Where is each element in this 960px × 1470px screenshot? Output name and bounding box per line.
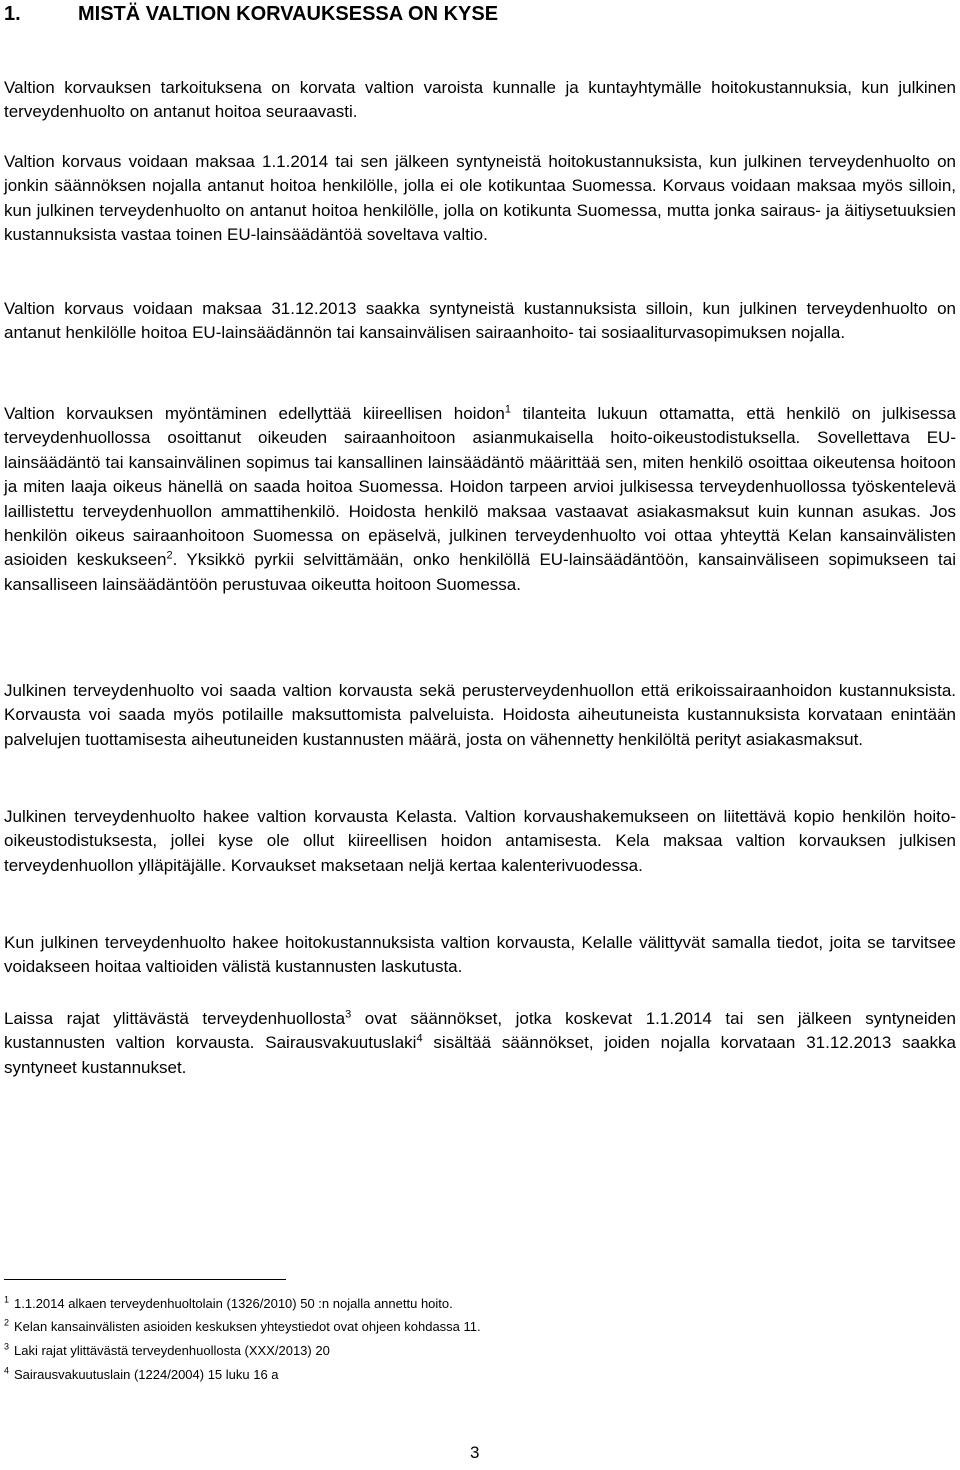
paragraph-compensation-scope: Julkinen terveydenhuolto voi saada valtion korvausta sekä perusterveydenhuollon että erikoissairaanhoidon kustannuksista. Korvausta voi saada myös potilaille maksuttomista palveluista. Hoidosta aiheutuneista kustannuksista korvataan enintään palvelujen tuottamisesta aiheutuneiden kustannusten määrä, josta on vähennetty henkilöltä perityt asiakasmaksut. (4, 681, 956, 749)
paragraph-purpose: Valtion korvauksen tarkoituksena on korvata valtion varoista kunnalle ja kuntayhtymälle hoitokustannuksia, kun julkinen terveydenhuolto on antanut hoitoa seuraavasti. (4, 78, 956, 122)
footnote-text: Laki rajat ylittävästä terveydenhuollosta (XXX/2013) 20 (14, 1343, 330, 1358)
legislation-text-2: ovat säännökset, jotka koskevat 1.1.2014 tai sen jälkeen syntyneiden kustannusten valtion korvausta. Sairausvakuutuslaki (4, 1009, 956, 1053)
page-number: 3 (470, 1443, 480, 1462)
conditions-text-1: Valtion korvauksen myöntäminen edellyttää kiireellisen hoidon (4, 404, 505, 423)
footnote-3 (4, 1342, 330, 1360)
footnote-text: Sairausvakuutuslain (1224/2004) 15 luku 16 a (14, 1367, 279, 1382)
footnote-2 (4, 1318, 481, 1336)
footnote-4 (4, 1366, 279, 1384)
paragraph-eligibility-from-2014: Valtion korvaus voidaan maksaa 1.1.2014 tai sen jälkeen syntyneistä hoitokustannuksista, kun julkinen terveydenhuolto on jonkin säännöksen nojalla antanut hoitoa henkilölle, jolla ei ole kotikuntaa Suomessa. Korvaus voidaan maksaa myös silloin, kun julkinen terveydenhuolto on antanut hoitoa henkilölle, jolla on kotikunta Suomessa, mutta jonka sairaus- ja äitiysetuuksien kustannuksista vastaa toinen EU-lainsäädäntöä soveltava valtio. (4, 152, 956, 245)
footnote-text: Kelan kansainvälisten asioiden keskuksen yhteystiedot ovat ohjeen kohdassa 11. (14, 1319, 481, 1334)
section-heading (4, 0, 498, 28)
paragraph-information-transfer: Kun julkinen terveydenhuolto hakee hoitokustannuksista valtion korvausta, Kelalle välittyvät samalla tiedot, joita se tarvitsee voidakseen hoitaa valtioiden välistä kustannusten laskutusta. (4, 933, 956, 977)
conditions-text-3: . Yksikkö pyrkii selvittämään, onko henkilöllä EU-lainsäädäntöön, kansainväliseen sopimukseen tai kansalliseen lainsäädäntöön perustuvaa oikeutta hoitoon Suomessa. (4, 550, 956, 594)
legislation-text-1: Laissa rajat ylittävästä terveydenhuollosta (4, 1009, 346, 1028)
paragraph-application: Julkinen terveydenhuolto hakee valtion korvausta Kelasta. Valtion korvaushakemukseen on liitettävä kopio henkilön hoito-oikeustodistuksesta, jollei kyse ole ollut kiireellisen hoidon antamisesta. Kela maksaa valtion korvauksen julkisen terveydenhuollon ylläpitäjälle. Korvaukset maksetaan neljä kertaa kalenterivuodessa. (4, 807, 956, 875)
footnote-ref-3: 3 (345, 1008, 352, 1021)
footnote-ref-4: 4 (416, 1032, 423, 1045)
footnote-1 (4, 1295, 453, 1313)
section-title: MISTÄ VALTION KORVAUKSESSA ON KYSE (78, 3, 499, 25)
conditions-text-2: tilanteita lukuun ottamatta, että henkilö on julkisessa terveydenhuollossa osoittanut oikeuden sairaanhoitoon asianmukaisella hoito-oikeustodistuksella. Sovellettava EU-lainsäädäntö tai kansainvälinen sopimus tai kansallinen lainsäädäntö määrittää sen, miten henkilö osoittaa oikeutensa hoitoon ja miten laaja oikeus hänellä on saada hoitoa Suomessa. Hoidon tarpeen arvioi julkisessa terveydenhuollossa työskentelevä laillistettu terveydenhuollon ammattihenkilö. Hoidosta henkilö maksaa vastaavat asiakasmaksut kuin kunnan asukas. Jos henkilön oikeus sairaanhoitoon Suomessa on epäselvä, julkinen terveydenhuolto voi ottaa yhteyttä Kelan kansainvälisten asioiden keskukseen (4, 404, 956, 570)
footnote-mark: 3 (4, 1341, 10, 1352)
paragraph-until-2013: Valtion korvaus voidaan maksaa 31.12.2013 saakka syntyneistä kustannuksista silloin, kun julkinen terveydenhuolto on antanut henkilölle hoitoa EU-lainsäädännön tai kansainvälisen sairaanhoito- tai sosiaaliturvasopimuksen nojalla. (4, 299, 956, 343)
footnote-text: 1.1.2014 alkaen terveydenhuoltolain (1326/2010) 50 :n nojalla annettu hoito. (14, 1296, 453, 1311)
legislation-text-3: sisältää säännökset, joiden nojalla korvataan 31.12.2013 saakka syntyneet kustannukset. (4, 1033, 956, 1077)
footnote-mark: 1 (4, 1294, 10, 1305)
footnote-ref-1: 1 (504, 403, 511, 416)
footnote-mark: 2 (4, 1317, 10, 1328)
paragraph-legislation (4, 1007, 956, 1080)
footnote-ref-2: 2 (166, 549, 173, 562)
paragraph-conditions (4, 402, 956, 597)
footnote-separator (4, 1279, 286, 1280)
footnote-mark: 4 (4, 1365, 10, 1376)
section-number: 1. (4, 3, 21, 25)
